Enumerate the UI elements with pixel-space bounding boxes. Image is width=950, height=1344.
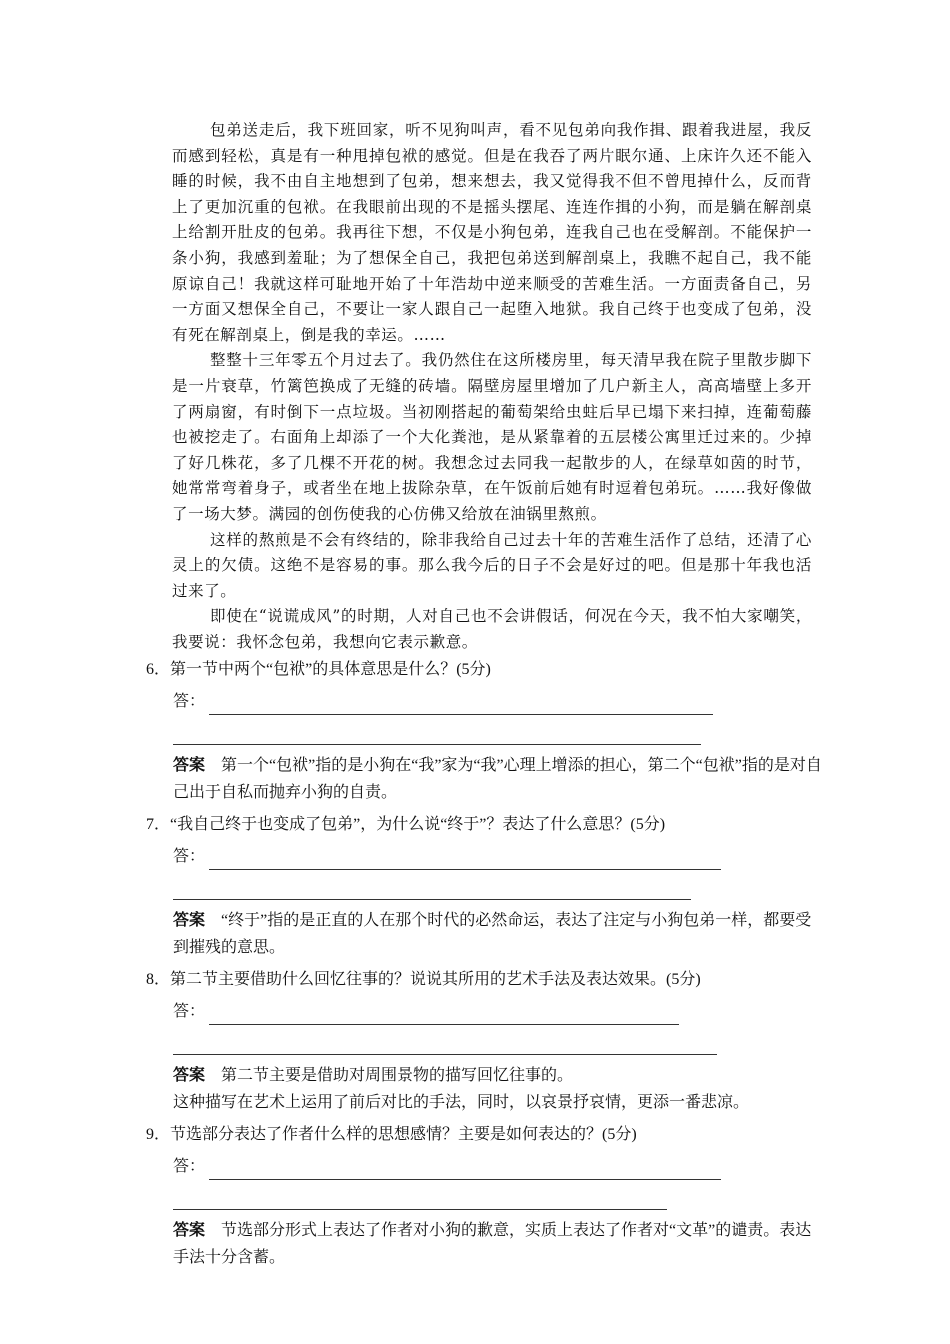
answer-line[interactable]	[146, 683, 826, 715]
answer-blank[interactable]	[173, 715, 701, 745]
question-prompt: 第二节主要借助什么回忆往事的？说说其所用的艺术手法及表达效果。(5分)	[170, 971, 701, 988]
question-number: 6．	[146, 661, 171, 678]
question-number: 8．	[146, 971, 171, 988]
answer-line[interactable]	[146, 838, 826, 870]
answer-blank[interactable]	[173, 1180, 667, 1210]
answer-prefix: 答：	[173, 693, 206, 710]
answer-key-text: 节选部分形式上表达了作者对小狗的歉意，实质上表达了作者对“文革”的谴责。表达手法十分含蓄。	[173, 1222, 812, 1266]
answer-prefix: 答：	[173, 1158, 206, 1175]
answer-key	[146, 1217, 826, 1271]
question-9	[146, 1121, 826, 1271]
answer-blank[interactable]	[209, 1010, 679, 1025]
question-prompt: 节选部分表达了作者什么样的思想感情？主要是如何表达的？(5分)	[170, 1126, 637, 1143]
answer-prefix: 答：	[173, 1003, 206, 1020]
answer-key	[146, 907, 826, 961]
question-text	[146, 1121, 826, 1148]
question-6	[146, 656, 826, 806]
answer-key-continued: 这种描写在艺术上运用了前后对比的手法，同时，以哀景抒哀情，更添一番悲凉。	[173, 1094, 750, 1111]
answer-key-label: 答案	[173, 1067, 206, 1084]
passage-paragraph: 包弟送走后，我下班回家，听不见狗叫声，看不见包弟向我作揖、跟着我进屋，我反而感到轻松，真是有一种甩掉包袱的感觉。但是在我吞了两片眠尔通、上床许久还不能入睡的时候，我不由自主地想到了包弟，想来想去，我又觉得我不但不曾甩掉什么，反而背上了更加沉重的包袱。在我眼前出现的不是摇头摆尾、连连作揖的小狗，而是躺在解剖桌上给割开肚皮的包弟。我再往下想，不仅是小狗包弟，连我自己也在受解剖。不能保护一条小狗，我感到羞耻；为了想保全自己，我把包弟送到解剖桌上，我瞧不起自己，我不能原谅自己！我就这样可耻地开始了十年浩劫中逆来顺受的苦难生活。一方面责备自己，另一方面又想保全自己，不要让一家人跟自己一起堕入地狱。我自己终于也变成了包弟，没有死在解剖桌上，倒是我的幸运。……	[172, 121, 812, 344]
passage-paragraph: 即使在“说谎成风”的时期，人对自己也不会讲假话，何况在今天，我不怕大家嘲笑，我要说：我怀念包弟，我想向它表示歉意。	[172, 607, 812, 651]
question-number: 9．	[146, 1126, 171, 1143]
question-number: 7．	[146, 816, 171, 833]
question-prompt: 第一节中两个“包袱”的具体意思是什么？(5分)	[170, 661, 491, 678]
passage-paragraph: 整整十三年零五个月过去了。我仍然住在这所楼房里，每天清早我在院子里散步脚下是一片衰草，竹篱笆换成了无缝的砖墙。隔壁房屋里增加了几户新主人，高高墙壁上多开了两扇窗，有时倒下一点垃圾。当初刚搭起的葡萄架给虫蛀后早已塌下来扫掉，连葡萄藤也被挖走了。右面角上却添了一个大化粪池，是从紧靠着的五层楼公寓里迁过来的。少掉了好几株花，多了几棵不开花的树。我想念过去同我一起散步的人，在绿草如茵的时节，她常常弯着身子，或者坐在地上拔除杂草，在午饭前后她有时逗着包弟玩。……我好像做了一场大梦。满园的创伤使我的心仿佛又给放在油锅里熬煎。	[172, 351, 812, 523]
answer-blank[interactable]	[173, 1025, 717, 1055]
question-7	[146, 811, 826, 961]
answer-key-label: 答案	[173, 912, 206, 929]
question-prompt: “我自己终于也变成了包弟”，为什么说“终于”？表达了什么意思？(5分)	[170, 816, 666, 833]
question-text	[146, 656, 826, 683]
question-text	[146, 811, 826, 838]
answer-key	[146, 1062, 826, 1089]
answer-prefix: 答：	[173, 848, 206, 865]
answer-blank[interactable]	[173, 870, 691, 900]
answer-key	[146, 752, 826, 806]
answer-key-label: 答案	[173, 1222, 206, 1239]
answer-key-label: 答案	[173, 757, 206, 774]
answer-blank[interactable]	[209, 700, 713, 715]
reading-passage	[172, 118, 812, 655]
question-text	[146, 966, 826, 993]
answer-blank[interactable]	[209, 855, 721, 870]
answer-key-text: 第一个“包袱”指的是小狗在“我”家为“我”心理上增添的担心，第二个“包袱”指的是对自己出于自私而抛弃小狗的自责。	[173, 757, 822, 801]
question-8	[146, 966, 826, 1116]
answer-key-text: 第二节主要是借助对周围景物的描写回忆往事的。	[221, 1067, 574, 1084]
question-list	[146, 656, 826, 1276]
answer-blank[interactable]	[209, 1165, 721, 1180]
answer-line[interactable]	[146, 1148, 826, 1180]
passage-paragraph: 这样的熬煎是不会有终结的，除非我给自己过去十年的苦难生活作了总结，还清了心灵上的欠债。这绝不是容易的事。那么我今后的日子不会是好过的吧。但是那十年我也活过来了。	[172, 530, 812, 600]
answer-line[interactable]	[146, 993, 826, 1025]
answer-key-text: “终于”指的是正直的人在那个时代的必然命运，表达了注定与小狗包弟一样，都要受到摧残的意思。	[173, 912, 812, 956]
